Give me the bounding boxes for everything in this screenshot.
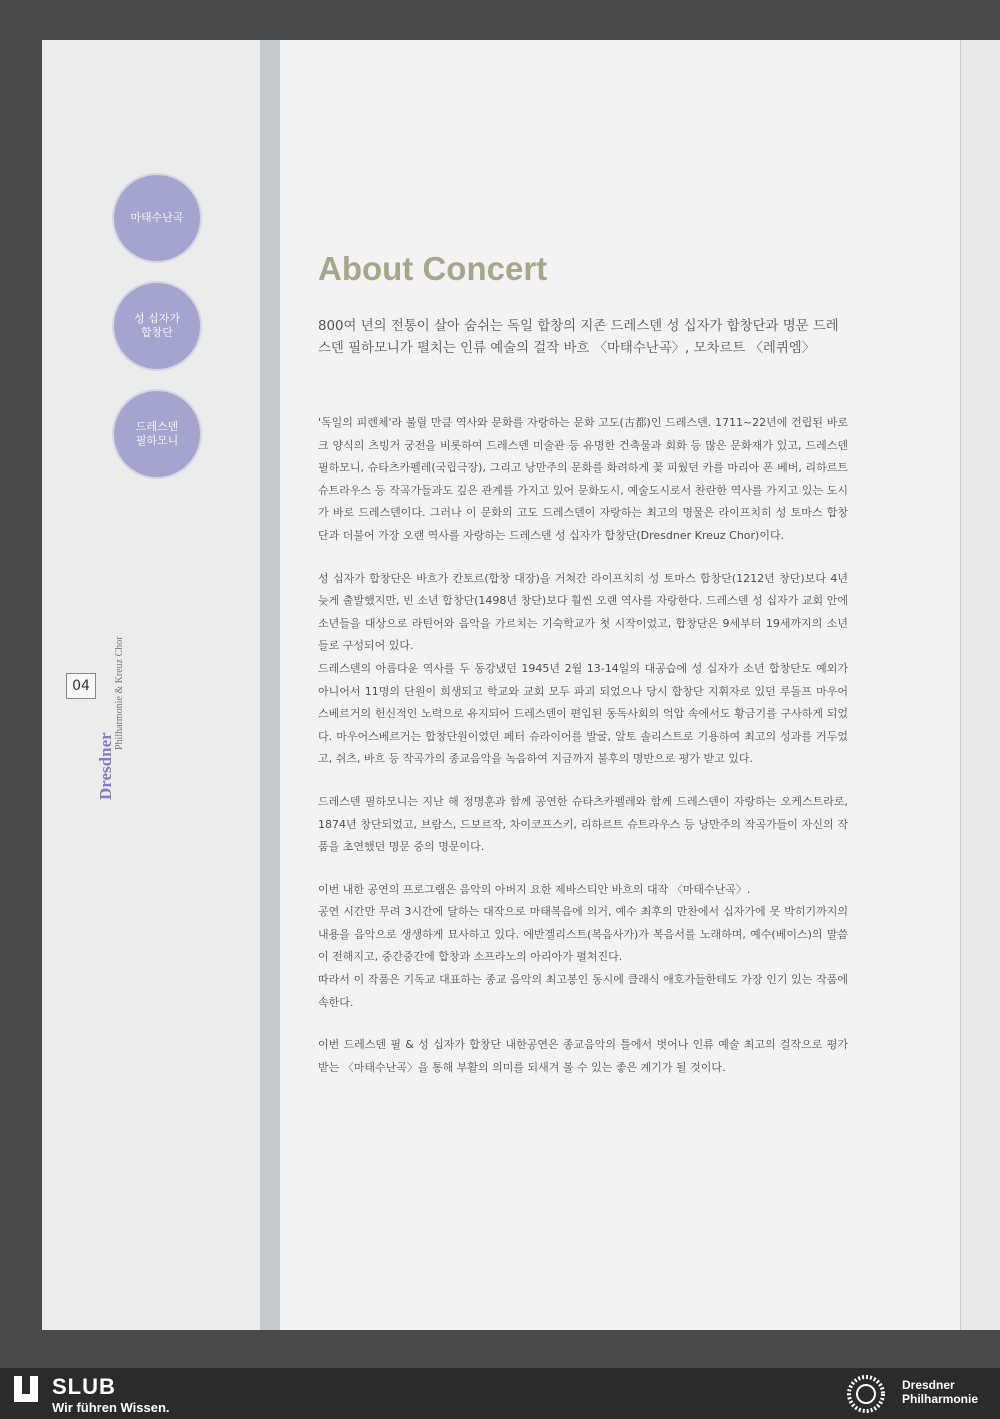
body-paragraph: 성 십자가 합창단은 바흐가 칸토르(합창 대장)을 거쳐간 라이프치히 성 토마스 합창단(1212년 창단)보다 4년 늦게 출발했지만, 빈 소년 합창단(1498년 창단)보다 훨씬 오랜 역사를 자랑한다. 드레스덴 성 십자가 교회 안에 소년들을 대상으로 라틴어와 음악을 가르치는 기숙학교가 첫 시작이었고, 합창단은 9세부터 19세까지의 소년들로 구성되어 있다. 드레스덴의 아름다운 역사를 두 동강냈던 1945년 2월 13-14일의 대공습에 성 십자가 소년 합창단도 예외가 아니어서 11명의 단원이 희생되고 학교와 교회 모두 파괴 되었으나 당시 합창단 지휘자로 있던 루돌프 마우어스베르거의 헌신적인 노력으로 유지되어 드레스덴이 편입된 동독사회의 억압 속에서도 황금기를 구사하게 되었다. 마우어스베르거는 합창단원이었던 페터 슈라이어를 발굴, 알토 솔리스트로 기용하여 최고의 성과를 거두었고, 쉬츠, 바흐 등 작곡가의 종교음악을 녹음하여 지금까지 불후의 명반으로 평가 받고 있다. — [318, 571, 848, 766]
circle-label: 마태수난곡 — [130, 211, 184, 224]
circle-badge-kreuzchor — [112, 281, 202, 371]
circle-badge-philharmonie — [112, 389, 202, 479]
next-page-edge — [960, 40, 1000, 1330]
library-name: SLUB — [52, 1374, 116, 1399]
library-tagline: Wir führen Wissen. — [52, 1400, 170, 1415]
page-number: 04 — [66, 673, 96, 699]
circle-label: 드레스덴 필하모니 — [135, 420, 179, 447]
circle-label: 성 십자가 합창단 — [133, 312, 180, 339]
circle-badge-matthew-passion — [112, 173, 202, 263]
main-content — [318, 250, 848, 1099]
body-paragraph: 드레스덴 필하모니는 지난 해 정명훈과 함께 공연한 슈타츠카펠레와 함께 드레스덴이 자랑하는 오케스트라로, 1874년 창단되었고, 브람스, 드보르작, 차이코프스키, 리하르트 슈트라우스 등 낭만주의 작곡가들이 자신의 작품을 초연했던 명문 중의 명문이다. — [318, 794, 848, 854]
gutter-bar — [260, 40, 280, 1330]
orchestra-name-line2: Philharmonie — [902, 1392, 979, 1406]
footer-bar — [0, 1368, 1000, 1419]
brochure-page — [42, 40, 960, 1330]
vertical-subtitle: Philharmonie & Kreuz Chor — [114, 636, 125, 750]
page-title: About Concert — [318, 250, 548, 287]
orchestra-name-line1: Dresdner — [902, 1378, 955, 1392]
dresdner-philharmonie-logo-icon — [846, 1374, 886, 1414]
vertical-brand — [84, 600, 124, 820]
body-paragraph: '독일의 피렌체'라 불릴 만큼 역사와 문화를 자랑하는 문화 고도(古都)인 드레스덴. 1711~22년에 건립된 바로크 양식의 츠빙거 궁전을 비롯하여 드레스덴 미술관 등 유명한 건축물과 회화 등 많은 문화재가 있고, 드레스덴 필하모니, 슈타츠카펠레(국립극장), 그리고 낭만주의 문화를 화려하게 꽃 피웠던 카를 마리아 폰 베버, 리하르트 슈트라우스 등 작곡가들과도 깊은 관계를 가지고 있어 문화도시, 예술도시로서 찬란한 역사를 가지고 있는 도시가 바로 드레스덴이다. 그러나 이 문화의 고도 드레스덴이 자랑하는 최고의 명물은 라이프치히 성 토마스 합창단과 더불어 가장 오랜 역사를 자랑하는 드레스덴 성 십자가 합창단(Dresdner Kreuz Chor)이다. — [318, 416, 848, 542]
lead-paragraph: 800여 년의 전통이 살아 숨쉬는 독일 합창의 지존 드레스덴 성 십자가 합창단과 명문 드레스덴 필하모니가 펼치는 인류 예술의 걸작 바흐 〈마태수난곡〉, 모차르트 〈레퀴엠〉 — [318, 319, 839, 356]
body-paragraph: 이번 내한 공연의 프로그램은 음악의 아버지 요한 제바스티안 바흐의 대작 〈마태수난곡〉. 공연 시간만 무려 3시간에 달하는 대작으로 마태복음에 의거, 예수 최후의 만찬에서 십자가에 못 박히기까지의 내용을 음악으로 생생하게 묘사하고 있다. 에반겔리스트(복음사가)가 복음서를 노래하며, 예수(베이스)의 말씀이 전해지고, 중간중간에 합창과 소프라노의 아리아가 펼쳐진다. 따라서 이 작품은 기독교 대표하는 종교 음악의 최고봉인 동시에 클래식 애호가들한테도 가장 인기 있는 작품에 속한다. — [318, 882, 848, 1009]
body-paragraph: 이번 드레스덴 필 & 성 십자가 합창단 내한공연은 종교음악의 틀에서 벗어나 인류 예술 최고의 걸작으로 평가 받는 〈마태수난곡〉을 통해 부활의 의미를 되새겨 볼 수 있는 좋은 계기가 될 것이다. — [318, 1038, 848, 1074]
slub-logo-icon — [14, 1376, 38, 1402]
sidebar — [42, 40, 260, 1330]
vertical-title: Dresdner — [96, 732, 115, 800]
